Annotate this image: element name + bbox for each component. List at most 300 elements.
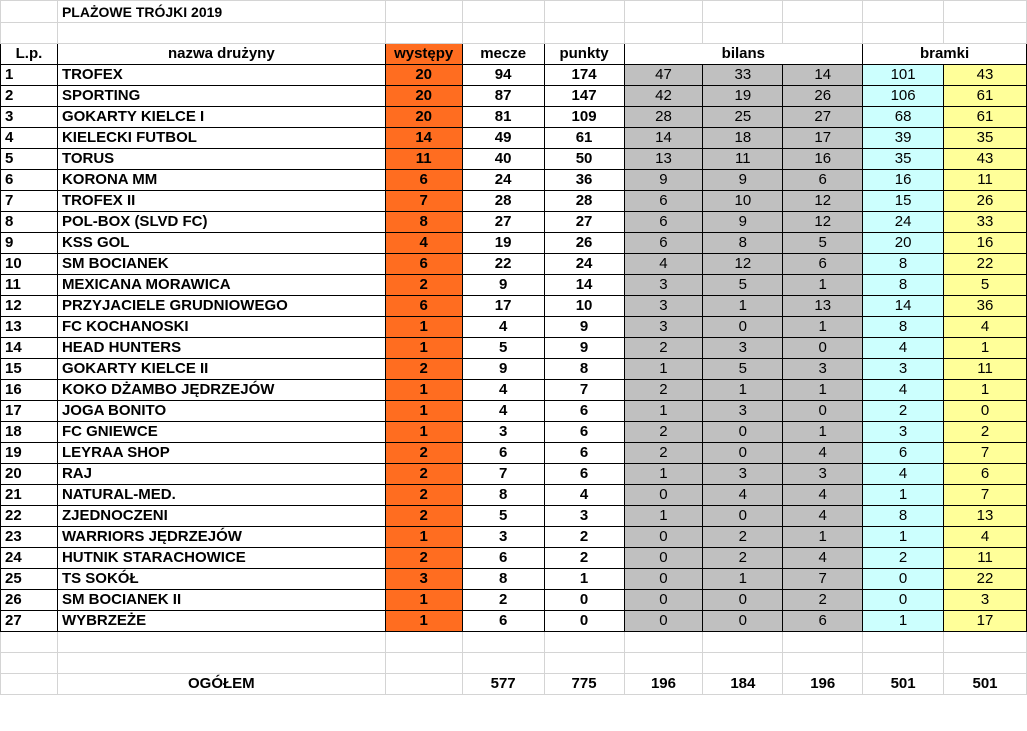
cell-bilans-3[interactable]: 16: [783, 149, 863, 170]
cell-bilans-3[interactable]: 6: [783, 611, 863, 632]
cell-bramki-lost[interactable]: 43: [944, 149, 1027, 170]
cell-bilans-2[interactable]: 33: [703, 65, 783, 86]
cell-bilans-3[interactable]: 5: [783, 233, 863, 254]
empty-cell[interactable]: [462, 653, 544, 674]
cell-bramki-scored[interactable]: 1: [863, 611, 944, 632]
cell-bilans-2[interactable]: 0: [703, 317, 783, 338]
empty-cell[interactable]: [703, 653, 783, 674]
empty-cell[interactable]: [57, 632, 385, 653]
cell-bramki-scored[interactable]: 2: [863, 401, 944, 422]
header-punkty[interactable]: punkty: [544, 44, 624, 65]
cell-wystepy[interactable]: 2: [385, 275, 462, 296]
cell-lp[interactable]: 8: [1, 212, 58, 233]
cell-punkty[interactable]: 24: [544, 254, 624, 275]
cell-wystepy[interactable]: 20: [385, 107, 462, 128]
cell-bilans-3[interactable]: 1: [783, 527, 863, 548]
cell-bilans-3[interactable]: 12: [783, 191, 863, 212]
header-bilans[interactable]: bilans: [624, 44, 863, 65]
cell-bramki-lost[interactable]: 11: [944, 359, 1027, 380]
cell-bramki-lost[interactable]: 0: [944, 401, 1027, 422]
empty-cell[interactable]: [944, 653, 1027, 674]
header-bramki[interactable]: bramki: [863, 44, 1027, 65]
empty-cell[interactable]: [385, 653, 462, 674]
cell-team-name[interactable]: KIELECKI FUTBOL: [57, 128, 385, 149]
cell-bramki-scored[interactable]: 8: [863, 506, 944, 527]
cell-bramki-lost[interactable]: 16: [944, 233, 1027, 254]
cell-bramki-scored[interactable]: 3: [863, 422, 944, 443]
cell-bramki-scored[interactable]: 8: [863, 275, 944, 296]
cell-bilans-1[interactable]: 6: [624, 191, 703, 212]
cell-mecze[interactable]: 9: [462, 359, 544, 380]
cell-punkty[interactable]: 109: [544, 107, 624, 128]
cell-bilans-3[interactable]: 1: [783, 317, 863, 338]
cell-punkty[interactable]: 0: [544, 590, 624, 611]
cell-wystepy[interactable]: 6: [385, 170, 462, 191]
cell-bilans-1[interactable]: 28: [624, 107, 703, 128]
cell-bramki-scored[interactable]: 3: [863, 359, 944, 380]
cell-bilans-3[interactable]: 4: [783, 506, 863, 527]
cell-bramki-scored[interactable]: 24: [863, 212, 944, 233]
empty-cell[interactable]: [385, 632, 462, 653]
cell-bilans-1[interactable]: 1: [624, 359, 703, 380]
cell-punkty[interactable]: 26: [544, 233, 624, 254]
cell-bilans-3[interactable]: 4: [783, 443, 863, 464]
cell-mecze[interactable]: 40: [462, 149, 544, 170]
cell-team-name[interactable]: SM BOCIANEK: [57, 254, 385, 275]
cell-bramki-scored[interactable]: 4: [863, 464, 944, 485]
cell-bilans-3[interactable]: 1: [783, 422, 863, 443]
cell-bilans-2[interactable]: 0: [703, 506, 783, 527]
empty-cell[interactable]: [624, 653, 703, 674]
cell-lp[interactable]: 10: [1, 254, 58, 275]
cell-bramki-scored[interactable]: 106: [863, 86, 944, 107]
empty-cell[interactable]: [624, 632, 703, 653]
cell-lp[interactable]: 20: [1, 464, 58, 485]
cell-bramki-lost[interactable]: 43: [944, 65, 1027, 86]
cell-lp[interactable]: 23: [1, 527, 58, 548]
cell-lp[interactable]: 27: [1, 611, 58, 632]
cell-team-name[interactable]: TROFEX: [57, 65, 385, 86]
cell-bilans-2[interactable]: 3: [703, 464, 783, 485]
cell-bilans-3[interactable]: 13: [783, 296, 863, 317]
cell-bramki-scored[interactable]: 20: [863, 233, 944, 254]
cell-lp[interactable]: 13: [1, 317, 58, 338]
cell-bramki-lost[interactable]: 4: [944, 317, 1027, 338]
cell-bramki-lost[interactable]: 61: [944, 107, 1027, 128]
cell-punkty[interactable]: 1: [544, 569, 624, 590]
cell-bilans-1[interactable]: 4: [624, 254, 703, 275]
cell-punkty[interactable]: 6: [544, 401, 624, 422]
totals-punkty[interactable]: 775: [544, 674, 624, 695]
empty-cell[interactable]: [1, 674, 58, 695]
cell-punkty[interactable]: 28: [544, 191, 624, 212]
cell-team-name[interactable]: KSS GOL: [57, 233, 385, 254]
cell-bilans-3[interactable]: 4: [783, 485, 863, 506]
cell-bilans-3[interactable]: 0: [783, 338, 863, 359]
header-lp[interactable]: L.p.: [1, 44, 58, 65]
cell-wystepy[interactable]: 1: [385, 338, 462, 359]
cell-mecze[interactable]: 6: [462, 443, 544, 464]
cell-mecze[interactable]: 3: [462, 527, 544, 548]
cell-mecze[interactable]: 9: [462, 275, 544, 296]
cell-punkty[interactable]: 4: [544, 485, 624, 506]
cell-mecze[interactable]: 24: [462, 170, 544, 191]
cell-bilans-2[interactable]: 4: [703, 485, 783, 506]
cell-wystepy[interactable]: 14: [385, 128, 462, 149]
cell-mecze[interactable]: 8: [462, 485, 544, 506]
cell-bramki-scored[interactable]: 68: [863, 107, 944, 128]
header-wystepy[interactable]: występy: [385, 44, 462, 65]
cell-bilans-1[interactable]: 1: [624, 464, 703, 485]
cell-bramki-scored[interactable]: 2: [863, 548, 944, 569]
cell-bilans-2[interactable]: 1: [703, 569, 783, 590]
cell-punkty[interactable]: 6: [544, 464, 624, 485]
cell-bramki-lost[interactable]: 3: [944, 590, 1027, 611]
cell-wystepy[interactable]: 1: [385, 527, 462, 548]
cell-punkty[interactable]: 61: [544, 128, 624, 149]
empty-cell[interactable]: [1, 632, 58, 653]
cell-bramki-scored[interactable]: 8: [863, 254, 944, 275]
cell-bilans-2[interactable]: 12: [703, 254, 783, 275]
cell-bramki-scored[interactable]: 0: [863, 569, 944, 590]
cell-mecze[interactable]: 6: [462, 548, 544, 569]
cell-team-name[interactable]: ZJEDNOCZENI: [57, 506, 385, 527]
cell-bilans-2[interactable]: 2: [703, 548, 783, 569]
cell-bramki-scored[interactable]: 8: [863, 317, 944, 338]
cell-team-name[interactable]: NATURAL-MED.: [57, 485, 385, 506]
cell-bilans-2[interactable]: 25: [703, 107, 783, 128]
cell-bilans-3[interactable]: 6: [783, 254, 863, 275]
cell-wystepy[interactable]: 3: [385, 569, 462, 590]
cell-bilans-1[interactable]: 0: [624, 485, 703, 506]
cell-bilans-3[interactable]: 17: [783, 128, 863, 149]
cell-lp[interactable]: 12: [1, 296, 58, 317]
cell-lp[interactable]: 3: [1, 107, 58, 128]
cell-bramki-scored[interactable]: 15: [863, 191, 944, 212]
cell-bilans-1[interactable]: 2: [624, 338, 703, 359]
cell-bilans-2[interactable]: 3: [703, 338, 783, 359]
cell-team-name[interactable]: SPORTING: [57, 86, 385, 107]
totals-bilans-2[interactable]: 184: [703, 674, 783, 695]
cell-bilans-2[interactable]: 10: [703, 191, 783, 212]
cell-bramki-scored[interactable]: 4: [863, 338, 944, 359]
cell-mecze[interactable]: 94: [462, 65, 544, 86]
cell-bilans-3[interactable]: 1: [783, 275, 863, 296]
empty-cell[interactable]: [944, 632, 1027, 653]
cell-bilans-1[interactable]: 1: [624, 401, 703, 422]
cell-bilans-1[interactable]: 3: [624, 275, 703, 296]
cell-punkty[interactable]: 174: [544, 65, 624, 86]
cell-bilans-1[interactable]: 47: [624, 65, 703, 86]
cell-team-name[interactable]: SM BOCIANEK II: [57, 590, 385, 611]
cell-bramki-lost[interactable]: 35: [944, 128, 1027, 149]
empty-cell[interactable]: [462, 632, 544, 653]
cell-wystepy[interactable]: 1: [385, 590, 462, 611]
empty-cell[interactable]: [544, 653, 624, 674]
cell-wystepy[interactable]: 1: [385, 380, 462, 401]
cell-punkty[interactable]: 0: [544, 611, 624, 632]
totals-label[interactable]: OGÓŁEM: [57, 674, 385, 695]
cell-mecze[interactable]: 4: [462, 401, 544, 422]
cell-mecze[interactable]: 5: [462, 338, 544, 359]
empty-cell[interactable]: [783, 653, 863, 674]
cell-punkty[interactable]: 9: [544, 317, 624, 338]
cell-wystepy[interactable]: 2: [385, 359, 462, 380]
cell-bilans-3[interactable]: 7: [783, 569, 863, 590]
cell-team-name[interactable]: JOGA BONITO: [57, 401, 385, 422]
cell-team-name[interactable]: FC GNIEWCE: [57, 422, 385, 443]
cell-bramki-scored[interactable]: 101: [863, 65, 944, 86]
cell-team-name[interactable]: RAJ: [57, 464, 385, 485]
cell-bilans-3[interactable]: 4: [783, 548, 863, 569]
cell-team-name[interactable]: GOKARTY KIELCE I: [57, 107, 385, 128]
totals-mecze[interactable]: 577: [462, 674, 544, 695]
cell-bilans-1[interactable]: 6: [624, 233, 703, 254]
cell-mecze[interactable]: 4: [462, 317, 544, 338]
cell-team-name[interactable]: KOKO DŻAMBO JĘDRZEJÓW: [57, 380, 385, 401]
cell-bramki-lost[interactable]: 26: [944, 191, 1027, 212]
cell-bilans-2[interactable]: 8: [703, 233, 783, 254]
cell-team-name[interactable]: LEYRAA SHOP: [57, 443, 385, 464]
empty-cell[interactable]: [783, 632, 863, 653]
cell-bilans-1[interactable]: 3: [624, 317, 703, 338]
cell-mecze[interactable]: 28: [462, 191, 544, 212]
cell-bramki-scored[interactable]: 14: [863, 296, 944, 317]
cell-bilans-3[interactable]: 6: [783, 170, 863, 191]
cell-team-name[interactable]: POL-BOX (SLVD FC): [57, 212, 385, 233]
cell-punkty[interactable]: 10: [544, 296, 624, 317]
cell-bramki-scored[interactable]: 39: [863, 128, 944, 149]
cell-bramki-lost[interactable]: 33: [944, 212, 1027, 233]
cell-mecze[interactable]: 6: [462, 611, 544, 632]
cell-team-name[interactable]: GOKARTY KIELCE II: [57, 359, 385, 380]
cell-team-name[interactable]: TORUS: [57, 149, 385, 170]
cell-lp[interactable]: 14: [1, 338, 58, 359]
cell-lp[interactable]: 1: [1, 65, 58, 86]
cell-wystepy[interactable]: 20: [385, 65, 462, 86]
cell-punkty[interactable]: 9: [544, 338, 624, 359]
cell-bramki-lost[interactable]: 36: [944, 296, 1027, 317]
cell-bramki-lost[interactable]: 17: [944, 611, 1027, 632]
cell-bramki-lost[interactable]: 5: [944, 275, 1027, 296]
empty-cell[interactable]: [544, 632, 624, 653]
cell-punkty[interactable]: 3: [544, 506, 624, 527]
cell-bilans-2[interactable]: 9: [703, 170, 783, 191]
cell-bilans-2[interactable]: 11: [703, 149, 783, 170]
cell-bramki-lost[interactable]: 22: [944, 569, 1027, 590]
cell-bramki-lost[interactable]: 11: [944, 170, 1027, 191]
cell-bilans-1[interactable]: 2: [624, 422, 703, 443]
cell-lp[interactable]: 16: [1, 380, 58, 401]
cell-lp[interactable]: 24: [1, 548, 58, 569]
cell-mecze[interactable]: 19: [462, 233, 544, 254]
totals-bilans-3[interactable]: 196: [783, 674, 863, 695]
cell-bilans-2[interactable]: 9: [703, 212, 783, 233]
cell-bramki-scored[interactable]: 0: [863, 590, 944, 611]
cell-lp[interactable]: 25: [1, 569, 58, 590]
cell-lp[interactable]: 15: [1, 359, 58, 380]
cell-bilans-2[interactable]: 3: [703, 401, 783, 422]
cell-lp[interactable]: 11: [1, 275, 58, 296]
cell-team-name[interactable]: WARRIORS JĘDRZEJÓW: [57, 527, 385, 548]
cell-bilans-2[interactable]: 2: [703, 527, 783, 548]
cell-wystepy[interactable]: 1: [385, 401, 462, 422]
cell-bilans-3[interactable]: 0: [783, 401, 863, 422]
cell-bramki-lost[interactable]: 61: [944, 86, 1027, 107]
cell-lp[interactable]: 22: [1, 506, 58, 527]
cell-lp[interactable]: 17: [1, 401, 58, 422]
cell-wystepy[interactable]: 2: [385, 485, 462, 506]
cell-mecze[interactable]: 2: [462, 590, 544, 611]
cell-bilans-2[interactable]: 0: [703, 590, 783, 611]
cell-wystepy[interactable]: 2: [385, 506, 462, 527]
cell-bilans-1[interactable]: 6: [624, 212, 703, 233]
cell-bramki-lost[interactable]: 13: [944, 506, 1027, 527]
cell-bilans-1[interactable]: 3: [624, 296, 703, 317]
cell-bramki-lost[interactable]: 6: [944, 464, 1027, 485]
cell-bilans-3[interactable]: 26: [783, 86, 863, 107]
cell-team-name[interactable]: TROFEX II: [57, 191, 385, 212]
cell-bramki-lost[interactable]: 7: [944, 485, 1027, 506]
cell-mecze[interactable]: 4: [462, 380, 544, 401]
cell-lp[interactable]: 5: [1, 149, 58, 170]
cell-bilans-2[interactable]: 0: [703, 422, 783, 443]
cell-bramki-lost[interactable]: 1: [944, 338, 1027, 359]
cell-wystepy[interactable]: 4: [385, 233, 462, 254]
header-name[interactable]: nazwa drużyny: [57, 44, 385, 65]
cell-wystepy[interactable]: 1: [385, 611, 462, 632]
cell-bramki-scored[interactable]: 1: [863, 527, 944, 548]
cell-team-name[interactable]: PRZYJACIELE GRUDNIOWEGO: [57, 296, 385, 317]
cell-team-name[interactable]: WYBRZEŻE: [57, 611, 385, 632]
cell-punkty[interactable]: 2: [544, 548, 624, 569]
cell-punkty[interactable]: 6: [544, 443, 624, 464]
cell-bilans-3[interactable]: 14: [783, 65, 863, 86]
cell-bramki-lost[interactable]: 2: [944, 422, 1027, 443]
cell-wystepy[interactable]: 1: [385, 317, 462, 338]
empty-cell[interactable]: [57, 653, 385, 674]
cell-team-name[interactable]: FC KOCHANOSKI: [57, 317, 385, 338]
cell-wystepy[interactable]: 8: [385, 212, 462, 233]
cell-mecze[interactable]: 3: [462, 422, 544, 443]
totals-bramki-scored[interactable]: 501: [863, 674, 944, 695]
cell-punkty[interactable]: 36: [544, 170, 624, 191]
cell-punkty[interactable]: 50: [544, 149, 624, 170]
cell-bilans-2[interactable]: 19: [703, 86, 783, 107]
cell-lp[interactable]: 9: [1, 233, 58, 254]
cell-bilans-3[interactable]: 27: [783, 107, 863, 128]
cell-bramki-lost[interactable]: 22: [944, 254, 1027, 275]
empty-cell[interactable]: [385, 674, 462, 695]
cell-bilans-2[interactable]: 1: [703, 380, 783, 401]
cell-team-name[interactable]: KORONA MM: [57, 170, 385, 191]
cell-mecze[interactable]: 5: [462, 506, 544, 527]
cell-bramki-lost[interactable]: 7: [944, 443, 1027, 464]
cell-bramki-scored[interactable]: 35: [863, 149, 944, 170]
cell-wystepy[interactable]: 6: [385, 296, 462, 317]
cell-bilans-2[interactable]: 1: [703, 296, 783, 317]
cell-bilans-3[interactable]: 2: [783, 590, 863, 611]
cell-mecze[interactable]: 81: [462, 107, 544, 128]
cell-bilans-2[interactable]: 0: [703, 443, 783, 464]
cell-lp[interactable]: 2: [1, 86, 58, 107]
totals-bilans-1[interactable]: 196: [624, 674, 703, 695]
cell-wystepy[interactable]: 20: [385, 86, 462, 107]
empty-cell[interactable]: [863, 653, 944, 674]
sheet-title[interactable]: PLAŻOWE TRÓJKI 2019: [57, 1, 385, 23]
cell-punkty[interactable]: 2: [544, 527, 624, 548]
cell-team-name[interactable]: HUTNIK STARACHOWICE: [57, 548, 385, 569]
cell-wystepy[interactable]: 2: [385, 443, 462, 464]
cell-lp[interactable]: 18: [1, 422, 58, 443]
cell-wystepy[interactable]: 7: [385, 191, 462, 212]
cell-wystepy[interactable]: 2: [385, 464, 462, 485]
cell-punkty[interactable]: 27: [544, 212, 624, 233]
cell-bilans-2[interactable]: 5: [703, 359, 783, 380]
cell-bilans-1[interactable]: 0: [624, 590, 703, 611]
cell-lp[interactable]: 6: [1, 170, 58, 191]
cell-bramki-scored[interactable]: 16: [863, 170, 944, 191]
cell-mecze[interactable]: 22: [462, 254, 544, 275]
cell-bilans-2[interactable]: 5: [703, 275, 783, 296]
cell-bilans-1[interactable]: 9: [624, 170, 703, 191]
cell-punkty[interactable]: 14: [544, 275, 624, 296]
cell-bilans-2[interactable]: 0: [703, 611, 783, 632]
cell-bramki-lost[interactable]: 4: [944, 527, 1027, 548]
cell-bilans-1[interactable]: 2: [624, 443, 703, 464]
cell-wystepy[interactable]: 11: [385, 149, 462, 170]
cell-bilans-1[interactable]: 42: [624, 86, 703, 107]
cell-bilans-1[interactable]: 0: [624, 611, 703, 632]
cell-wystepy[interactable]: 2: [385, 548, 462, 569]
cell-punkty[interactable]: 7: [544, 380, 624, 401]
cell-bilans-1[interactable]: 0: [624, 569, 703, 590]
cell-lp[interactable]: 4: [1, 128, 58, 149]
cell-mecze[interactable]: 27: [462, 212, 544, 233]
cell-bilans-3[interactable]: 3: [783, 464, 863, 485]
cell-wystepy[interactable]: 1: [385, 422, 462, 443]
header-mecze[interactable]: mecze: [462, 44, 544, 65]
cell-bramki-scored[interactable]: 1: [863, 485, 944, 506]
empty-cell[interactable]: [863, 632, 944, 653]
totals-bramki-lost[interactable]: 501: [944, 674, 1027, 695]
cell-lp[interactable]: 26: [1, 590, 58, 611]
empty-cell[interactable]: [703, 632, 783, 653]
cell-lp[interactable]: 19: [1, 443, 58, 464]
cell-punkty[interactable]: 147: [544, 86, 624, 107]
cell-bilans-3[interactable]: 12: [783, 212, 863, 233]
cell-lp[interactable]: 21: [1, 485, 58, 506]
cell-bilans-1[interactable]: 0: [624, 548, 703, 569]
cell-punkty[interactable]: 8: [544, 359, 624, 380]
cell-team-name[interactable]: TS SOKÓŁ: [57, 569, 385, 590]
cell-bramki-scored[interactable]: 6: [863, 443, 944, 464]
cell-bilans-1[interactable]: 0: [624, 527, 703, 548]
cell-bilans-3[interactable]: 3: [783, 359, 863, 380]
cell-bilans-1[interactable]: 13: [624, 149, 703, 170]
cell-wystepy[interactable]: 6: [385, 254, 462, 275]
cell-mecze[interactable]: 87: [462, 86, 544, 107]
cell-bilans-1[interactable]: 1: [624, 506, 703, 527]
empty-cell[interactable]: [1, 653, 58, 674]
cell-bramki-lost[interactable]: 11: [944, 548, 1027, 569]
cell-mecze[interactable]: 7: [462, 464, 544, 485]
cell-bilans-3[interactable]: 1: [783, 380, 863, 401]
cell-lp[interactable]: 7: [1, 191, 58, 212]
cell-bilans-2[interactable]: 18: [703, 128, 783, 149]
cell-mecze[interactable]: 8: [462, 569, 544, 590]
cell-team-name[interactable]: HEAD HUNTERS: [57, 338, 385, 359]
